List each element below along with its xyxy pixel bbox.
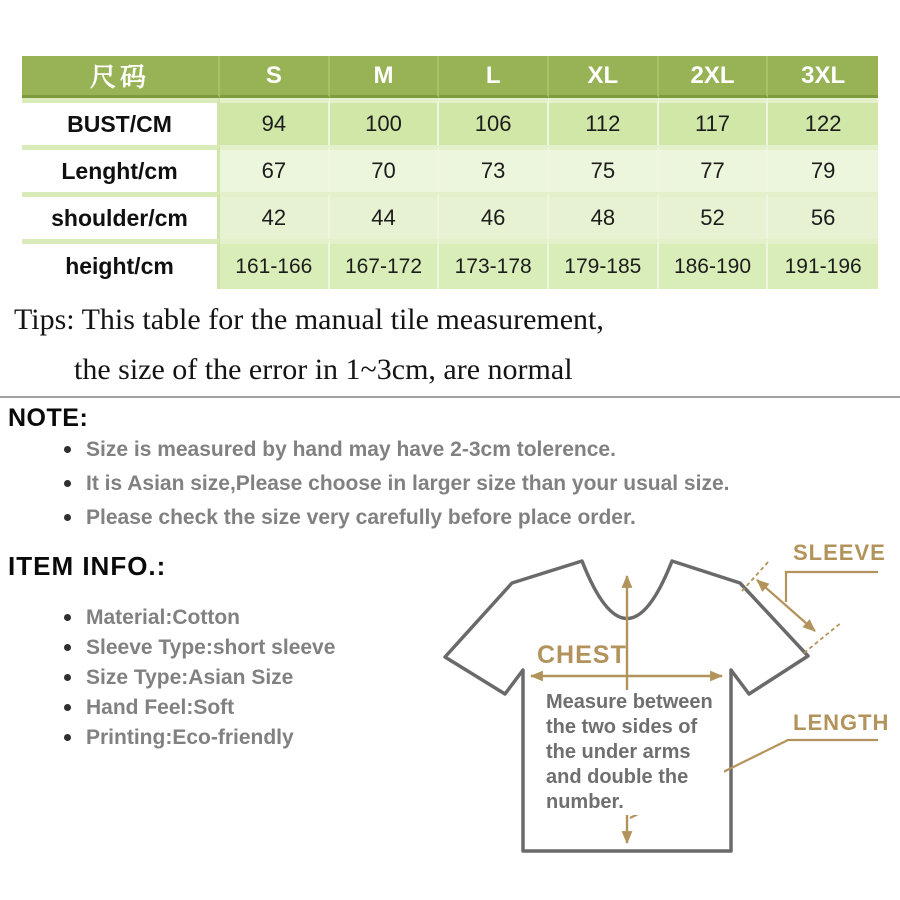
header-cell-3xl: 3XL [768,56,878,98]
chest-label: CHEST [537,641,627,669]
note-item: Please check the size very carefully before place order. [60,506,729,530]
height-value-l: 173-178 [439,239,549,289]
header-cell-l: L [439,56,549,98]
header-cell-m: M [330,56,440,98]
length-value-s: 67 [220,145,330,192]
header-cell-s: S [220,56,330,98]
note-heading: NOTE: [8,404,89,432]
item-info-heading: ITEM INFO.: [8,551,167,581]
height-value-m: 167-172 [330,239,440,289]
bust-value-xl: 112 [549,98,659,145]
measure-note-line: number. [546,791,624,813]
measure-note-line: the under arms [546,741,691,763]
row-label-bust: BUST/CM [22,98,220,145]
bust-value-l: 106 [439,98,549,145]
shoulder-value-2xl: 52 [659,192,769,239]
length-value-2xl: 77 [659,145,769,192]
length-value-m: 70 [330,145,440,192]
measure-note-line: Measure between [546,691,713,713]
item-info-item: Hand Feel:Soft [60,696,335,720]
height-value-3xl: 191-196 [768,239,878,289]
bust-value-2xl: 117 [659,98,769,145]
header-cell-size: 尺码 [22,56,220,98]
chest-measure-note [546,690,724,815]
item-info-item: Size Type:Asian Size [60,666,335,690]
height-value-s: 161-166 [220,239,330,289]
header-cell-xl: XL [549,56,659,98]
height-value-2xl: 186-190 [659,239,769,289]
row-label-shoulder: shoulder/cm [22,192,220,239]
note-item: It is Asian size,Please choose in larger size than your usual size. [60,472,729,496]
length-label: LENGTH [793,710,890,735]
item-info-item: Printing:Eco-friendly [60,726,335,750]
shoulder-value-m: 44 [330,192,440,239]
header-cell-2xl: 2XL [659,56,769,98]
measure-note-line: and double the [546,766,689,788]
shoulder-value-xl: 48 [549,192,659,239]
bust-value-s: 94 [220,98,330,145]
bust-value-3xl: 122 [768,98,878,145]
row-label-length: Lenght/cm [22,145,220,192]
shoulder-value-s: 42 [220,192,330,239]
tips-line-2: the size of the error in 1~3cm, are normal [74,353,573,386]
note-item: Size is measured by hand may have 2-3cm tolerence. [60,438,729,462]
shoulder-value-3xl: 56 [768,192,878,239]
row-label-height: height/cm [22,239,220,289]
height-value-xl: 179-185 [549,239,659,289]
measure-note-line: the two sides of [546,716,698,738]
sleeve-label: SLEEVE [793,540,886,565]
length-value-3xl: 79 [768,145,878,192]
bust-value-m: 100 [330,98,440,145]
tips-line-1: Tips: This table for the manual tile measurement, [14,303,604,336]
item-info-item: Material:Cotton [60,606,335,630]
shoulder-value-l: 46 [439,192,549,239]
sleeve-callout-line [786,572,878,602]
item-info-item: Sleeve Type:short sleeve [60,636,335,660]
length-value-l: 73 [439,145,549,192]
length-value-xl: 75 [549,145,659,192]
